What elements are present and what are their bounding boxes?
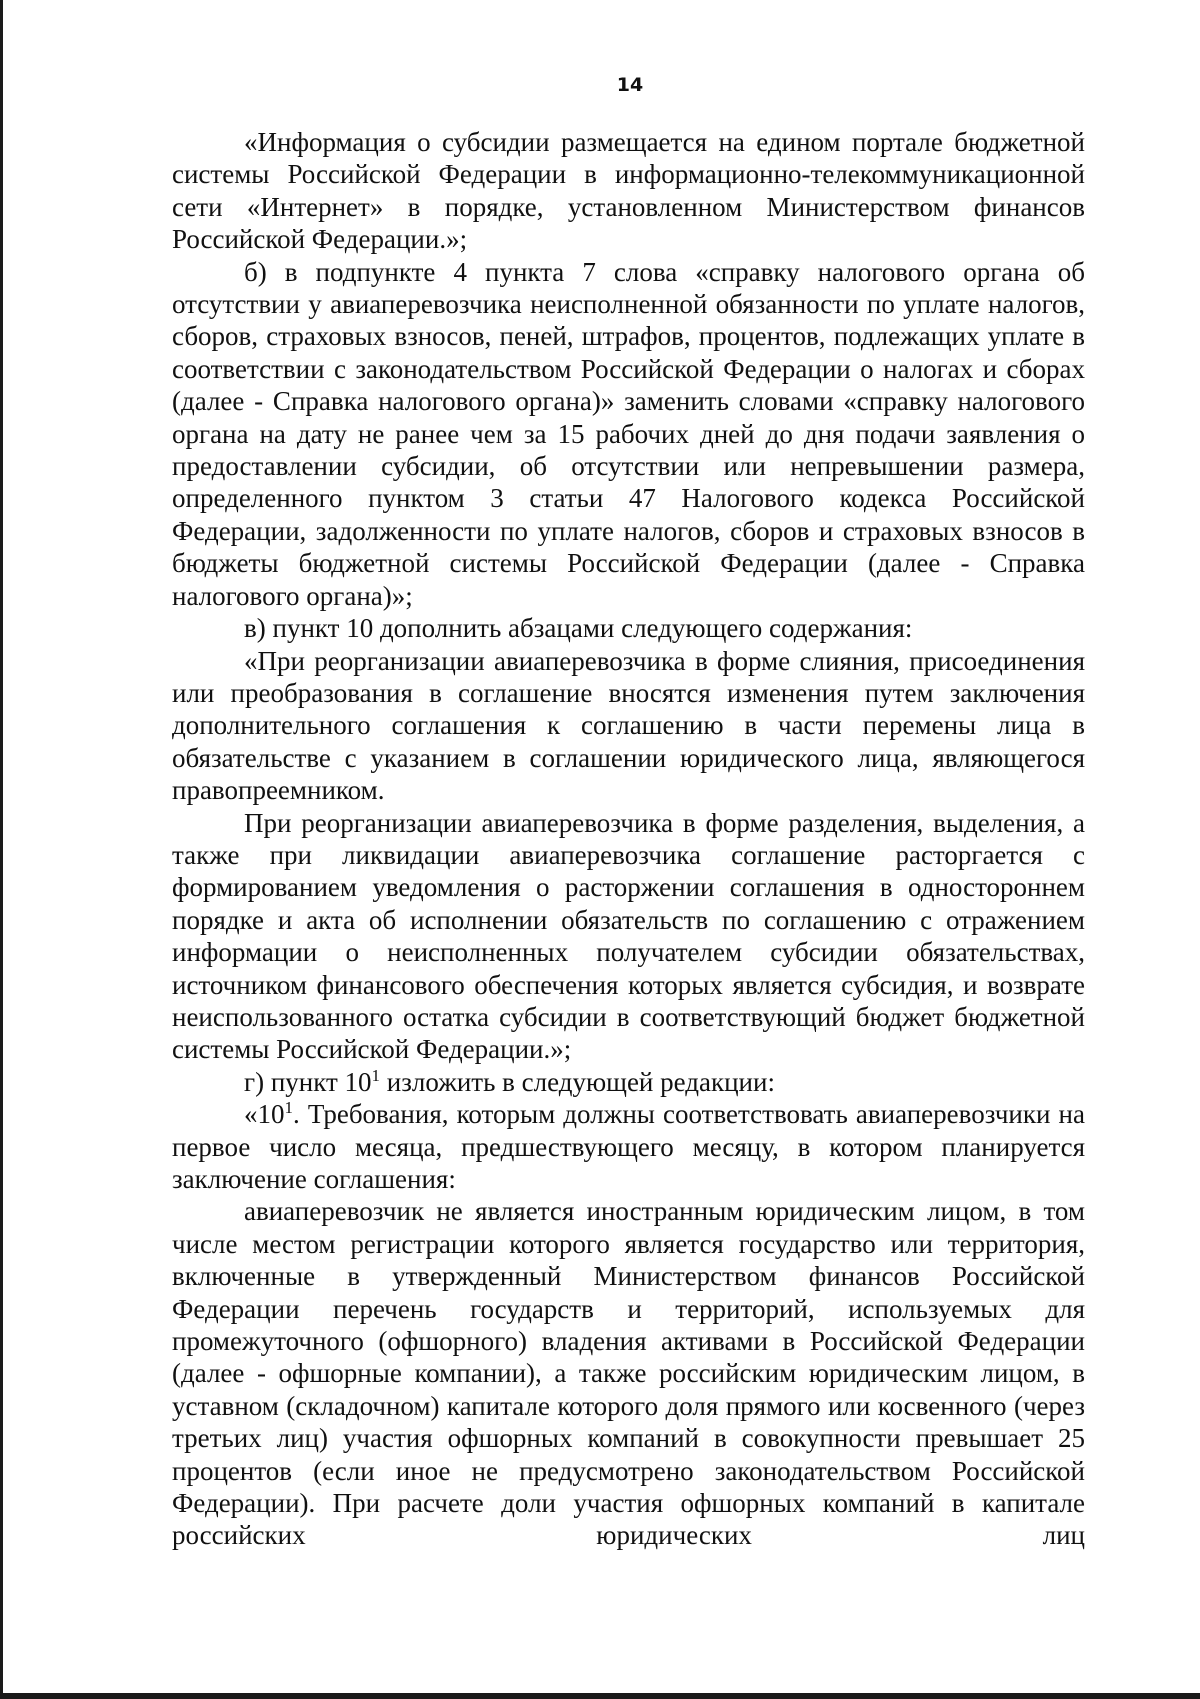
- paragraph-subitem-v: в) пункт 10 дополнить абзацами следующего содержания:: [244, 613, 913, 644]
- requirements-text-end: . Требования, которым должны соответствовать авиаперевозчики на первое число месяца, предшествующего месяцу, в котором планируется заключение соглашения:: [172, 1099, 1085, 1194]
- paragraph-reorganization-division: При реорганизации авиаперевозчика в форме разделения, выделения, а также при ликвидации авиаперевозчика соглашение расторгается с формированием уведомления о расторжении соглашения в одностороннем порядке и акта об исполнении обязательств по соглашению с отражением информации о неисполненных получателем субсидии обязательствах, источником финансового обеспечения которых является субсидия, и возврате неиспользованного остатка субсидии в соответствующий бюджет бюджетной системы Российской Федерации.»;: [172, 807, 1085, 1065]
- scan-edge-left: [0, 0, 3, 1699]
- subitem-g-superscript: 1: [371, 1065, 381, 1085]
- requirements-superscript: 1: [284, 1098, 293, 1118]
- paragraph-requirements: [172, 1098, 1085, 1195]
- paragraph-subitem-g: [172, 1066, 1085, 1098]
- subitem-g-text-end: изложить в следующей редакции:: [380, 1066, 775, 1097]
- requirements-text-start: «10: [244, 1099, 285, 1130]
- subitem-g-text-start: г) пункт 10: [244, 1066, 372, 1097]
- scan-edge-bottom: [0, 1693, 1200, 1699]
- paragraph-reorganization-merger: «При реорганизации авиаперевозчика в форме слияния, присоединения или преобразования в соглашение вносятся изменения путем заключения дополнительного соглашения к соглашению в части перемены лица в обязательстве с указанием в соглашении юридического лица, являющегося правопреемником.: [172, 645, 1085, 806]
- paragraph-offshore: авиаперевозчик не является иностранным юридическим лицом, в том числе местом регистрации которого является государство или территория, включенные в утвержденный Министерством финансов Российской Федерации перечень государств и территорий, используемых для промежуточного (офшорного) владения активами в Российской Федерации (далее - офшорные компании), а также российским юридическим лицом, в уставном (складочном) капитале которого доля прямого или косвенного (через третьих лиц) участия офшорных компаний в совокупности превышает 25 процентов (если иное не предусмотрено законодательством Российской Федерации). При расчете доли участия офшорных компаний в капитале российских юридических лиц: [172, 1196, 1085, 1551]
- document-body: [172, 126, 1085, 1552]
- paragraph-subsidy-info: «Информация о субсидии размещается на едином портале бюджетной системы Российской Федерации в информационно-телекоммуникационной сети «Интернет» в порядке, установленном Министерством финансов Российской Федерации.»;: [172, 127, 1085, 255]
- page-number: 14: [616, 74, 644, 96]
- paragraph-subitem-b: б) в подпункте 4 пункта 7 слова «справку налогового органа об отсутствии у авиаперевозчика неисполненной обязанности по уплате налогов, сборов, страховых взносов, пеней, штрафов, процентов, подлежащих уплате в соответствии с законодательством Российской Федерации о налогах и сборах (далее - Справка налогового органа)» заменить словами «справку налогового органа на дату не ранее чем за 15 рабочих дней до дня подачи заявления о предоставлении субсидии, об отсутствии или непревышении размера, определенного пунктом 3 статьи 47 Налогового кодекса Российской Федерации, задолженности по уплате налогов, сборов и страховых взносов в бюджеты бюджетной системы Российской Федерации (далее - Справка налогового органа)»;: [172, 256, 1085, 611]
